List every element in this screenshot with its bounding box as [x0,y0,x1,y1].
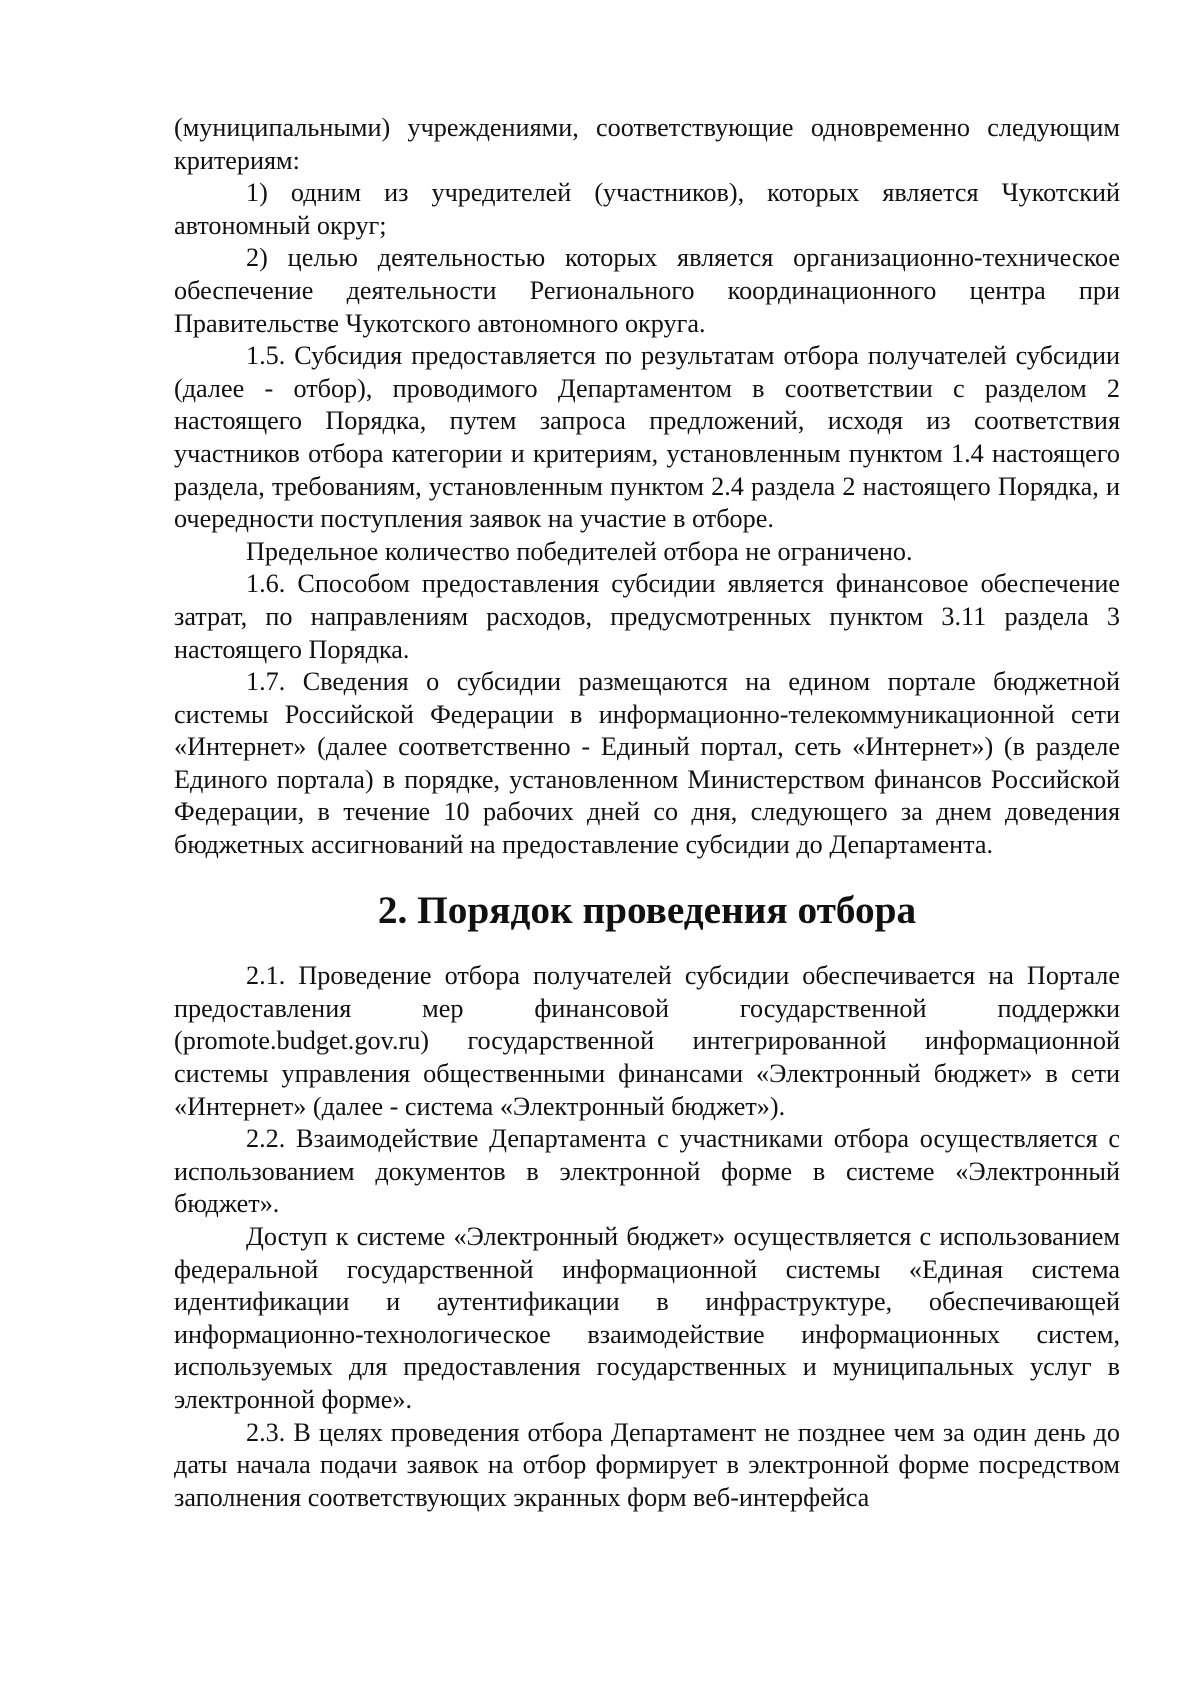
paragraph-access: Доступ к системе «Электронный бюджет» осуществляется с использованием федеральной государственной информационной системы «Единая система идентификации и аутентификации в инфраструктуре, обеспечивающей информационно-технологическое взаимодействие информационных систем, используемых для предоставления государственных и муниципальных услуг в электронной форме». [174,1222,1120,1414]
paragraph-1-6: 1.6. Способом предоставления субсидии является финансовое обеспечение затрат, по направлениям расходов, предусмотренных пунктом 3.11 раздела 3 настоящего Порядка. [174,569,1120,664]
paragraph-1-5: 1.5. Субсидия предоставляется по результатам отбора получателей субсидии (далее - отбор), проводимого Департаментом в соответствии с разделом 2 настоящего Порядка, путем запроса предложений, исходя из соответствия участников отбора категории и критериям, установленным пунктом 1.4 настоящего раздела, требованиям, установленным пунктом 2.4 раздела 2 настоящего Порядка, и очередности поступления заявок на участие в отборе. [174,341,1120,534]
paragraph-1-7: 1.7. Сведения о субсидии размещаются на едином портале бюджетной системы Российской Федерации в информационно-телекоммуникационной сети «Интернет» (далее соответственно - Единый портал, сеть «Интернет») (в разделе Единого портала) в порядке, установленном Министерством финансов Российской Федерации, в течение 10 рабочих дней со дня, следующего за днем доведения бюджетных ассигнований на предоставление субсидии до Департамента. [174,667,1120,860]
paragraph-criterion-1: 1) одним из учредителей (участников), которых является Чукотский автономный округ; [174,178,1120,240]
paragraph-2-3: 2.3. В целях проведения отбора Департамент не позднее чем за один день до даты начала подачи заявок на отбор формирует в электронной форме посредством заполнения соответствующих экранных форм веб-интерфейса [174,1417,1120,1512]
document-page [174,112,1120,1514]
paragraph-2-1: 2.1. Проведение отбора получателей субсидии обеспечивается на Портале предоставления мер финансовой государственной поддержки (promote.budget.gov.ru) государственной интегрированной информационной системы управления общественными финансами «Электронный бюджет» в сети «Интернет» (далее - система «Электронный бюджет»). [174,961,1120,1121]
paragraph-criterion-2: 2) целью деятельностью которых является организационно-техническое обеспечение деятельности Регионального координационного центра при Правительстве Чукотского автономного округа. [174,243,1120,338]
paragraph-criteria-intro: (муниципальными) учреждениями, соответствующие одновременно следующим критериям: [174,113,1120,175]
paragraph-winners-limit: Предельное количество победителей отбора не ограничено. [246,536,913,566]
paragraph-2-2: 2.2. Взаимодействие Департамента с участниками отбора осуществляется с использованием документов в электронной форме в системе «Электронный бюджет». [174,1124,1120,1219]
section-heading: 2. Порядок проведения отбора [377,887,917,932]
